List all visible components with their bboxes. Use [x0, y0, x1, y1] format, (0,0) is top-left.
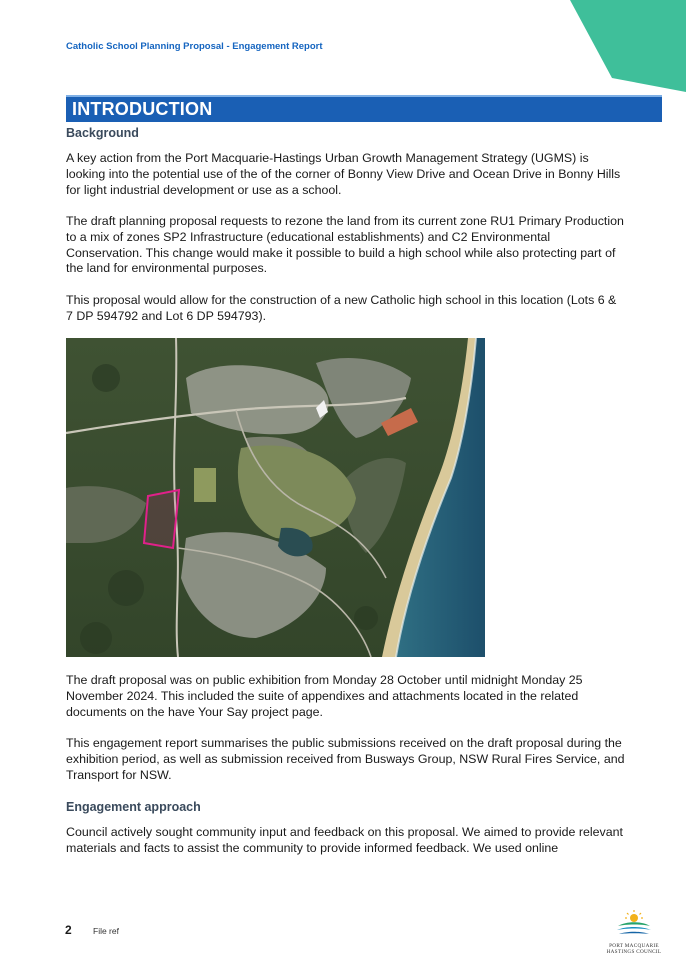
background-paragraph-3: This proposal would allow for the construction of a new Catholic high school in this location (Lots 6 & 7 DP 594792 and Lot 6 DP 594793). — [66, 293, 617, 323]
running-header: Catholic School Planning Proposal - Engagement Report — [66, 41, 323, 52]
background-paragraph-2: The draft planning proposal requests to rezone the land from its current zone RU1 Primary Production to a mix of zones SP2 Infrastructure (educational establishments) and C2 Environmental Conservation. This change would make it possible to build a high school while also protecting part of the land for environmental purposes. — [66, 214, 624, 276]
section-banner — [66, 95, 662, 122]
background-paragraph-1: A key action from the Port Macquarie-Hastings Urban Growth Management Strategy (UGMS) is looking into the potential use of the of the corner of Bonny View Drive and Ocean Drive in Bonny Hills for light industrial development or use as a school. — [66, 151, 621, 197]
council-logo-icon — [614, 910, 654, 938]
engagement-paragraph: Council actively sought community input and feedback on this proposal. We aimed to provide relevant materials and facts to assist the community to provide informed feedback. We used online — [66, 825, 623, 855]
background-paragraph-5: This engagement report summarises the public submissions received on the draft proposal during the exhibition period, as well as submission received from Busways Group, NSW Rural Fires Service, and Transport for NSW. — [66, 736, 625, 782]
corner-decoration — [566, 0, 686, 92]
background-heading: Background — [66, 126, 139, 140]
background-paragraph-4: The draft proposal was on public exhibition from Monday 28 October until midnight Monday 25 November 2024. This included the suite of appendixes and attachments located in the related documents on the have Your Say project page. — [66, 673, 583, 719]
page-number: 2 — [65, 923, 72, 937]
aerial-map-svg — [66, 338, 485, 657]
council-logo — [606, 910, 662, 956]
site-boundary-outline — [144, 490, 179, 548]
engagement-heading: Engagement approach — [66, 800, 201, 814]
section-title: INTRODUCTION — [72, 99, 213, 119]
aerial-map-image — [66, 338, 485, 657]
logo-text-line1: PORT MACQUARIE — [609, 943, 659, 949]
file-ref: File ref — [93, 926, 119, 936]
logo-text-line2: HASTINGS COUNCIL — [606, 949, 662, 955]
